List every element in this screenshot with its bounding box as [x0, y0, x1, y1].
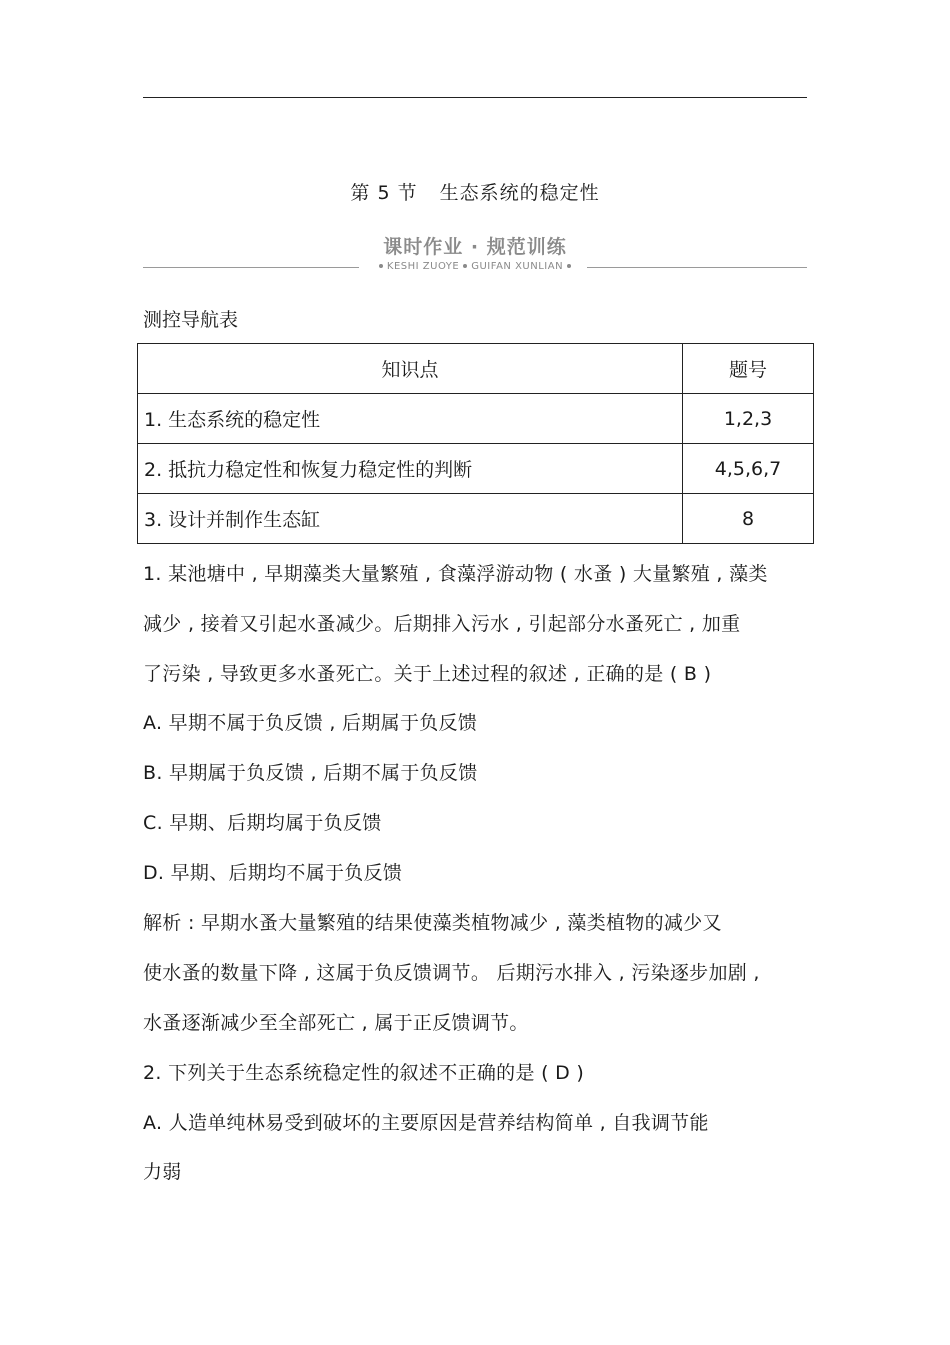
analysis-line: 解析 : 早期水蚤大量繁殖的结果使藻类植物减少 , 藻类植物的减少又	[143, 912, 722, 934]
table-cell: 8	[683, 494, 814, 544]
nav-table	[137, 343, 814, 544]
analysis-line: 水蚤逐渐减少至全部死亡 , 属于正反馈调节。	[143, 1012, 529, 1034]
table-cell: 1,2,3	[683, 394, 814, 444]
table-header-cell: 知识点	[138, 344, 683, 394]
section-number: 第 5 节	[350, 182, 418, 204]
section-name: 生态系统的稳定性	[439, 182, 600, 204]
table-cell: 1. 生态系统的稳定性	[138, 394, 683, 444]
table-row	[138, 494, 814, 544]
table-row	[138, 394, 814, 444]
banner-subtitle: KESHI ZUOYE GUIFAN XUNLIAN	[143, 261, 807, 272]
option-line: C. 早期、后期均属于负反馈	[143, 812, 382, 834]
option-line: B. 早期属于负反馈 , 后期不属于负反馈	[143, 762, 478, 784]
table-cell: 4,5,6,7	[683, 444, 814, 494]
text-line: 1. 某池塘中 , 早期藻类大量繁殖 , 食藻浮游动物 ( 水蚤 ) 大量繁殖 , 藻类	[143, 563, 768, 585]
option-line: A. 人造单纯林易受到破坏的主要原因是营养结构简单 , 自我调节能	[143, 1112, 709, 1134]
table-cell: 2. 抵抗力稳定性和恢复力稳定性的判断	[138, 444, 683, 494]
nav-table-label: 测控导航表	[143, 309, 239, 331]
option-line: D. 早期、后期均不属于负反馈	[143, 862, 403, 884]
option-line: 力弱	[143, 1161, 182, 1183]
text-line: 减少 , 接着又引起水蚤减少。后期排入污水 , 引起部分水蚤死亡 , 加重	[143, 613, 741, 635]
table-header-cell: 题号	[683, 344, 814, 394]
table-row	[138, 444, 814, 494]
banner-title: 课时作业 · 规范训练	[383, 236, 567, 258]
text-line: 2. 下列关于生态系统稳定性的叙述不正确的是 ( D )	[143, 1062, 585, 1084]
header-rule	[143, 97, 807, 98]
banner	[143, 230, 807, 274]
table-header-row	[138, 344, 814, 394]
analysis-line: 使水蚤的数量下降 , 这属于负反馈调节。 后期污水排入 , 污染逐步加剧 ,	[143, 962, 760, 984]
section-title	[0, 178, 950, 205]
table-cell: 3. 设计并制作生态缸	[138, 494, 683, 544]
text-line: 了污染 , 导致更多水蚤死亡。关于上述过程的叙述 , 正确的是 ( B )	[143, 663, 712, 685]
option-line: A. 早期不属于负反馈 , 后期属于负反馈	[143, 712, 478, 734]
